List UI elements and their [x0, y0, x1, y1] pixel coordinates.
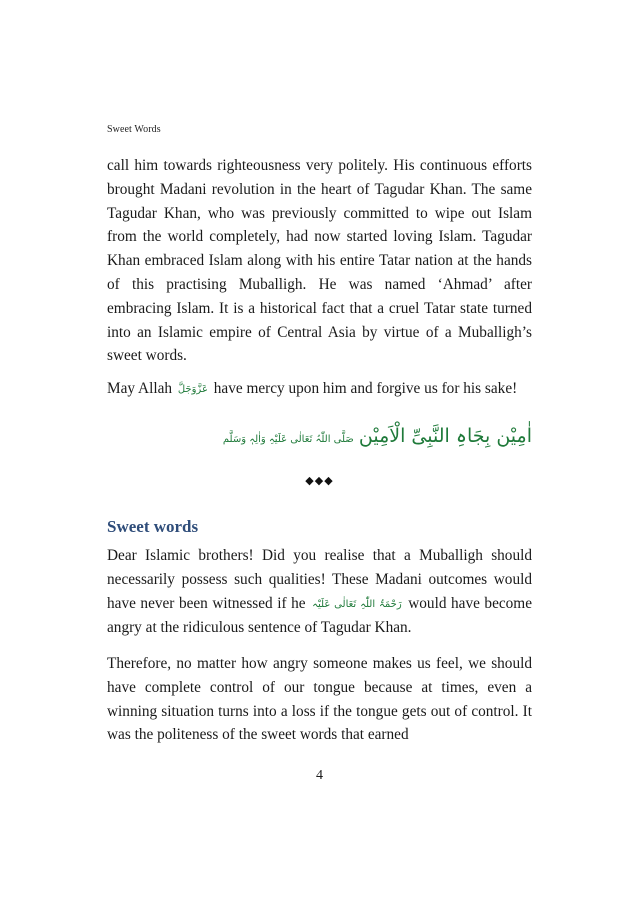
paragraph-3	[107, 544, 532, 640]
paragraph-1: call him towards righteousness very politely. His continuous efforts brought Madani revolution in the heart of Tagudar Khan. The same Tagudar Khan, who was previously committed to wipe out Islam from the world completely, had now started loving Islam. Tagudar Khan embraced Islam along with his entire Tatar nation at the hands of this practising Muballigh. He was named ‘Ahmad’ after embracing Islam. It is a historical fact that a cruel Tatar state turned into an Islamic empire of Central Asia by virtue of a Muballigh’s sweet words.	[107, 157, 532, 365]
dua-salutation: صَلَّی اللّٰہُ تَعَالٰی عَلَیْہِ وَاٰلِہٖ وَسَلَّم	[222, 434, 354, 445]
page-number: 4	[316, 768, 323, 783]
paragraph-2-after: have mercy upon him and forgive us for his sake!	[213, 380, 518, 397]
dua-main-text: اٰمِیْن بِجَاہِ النَّبِیِّ الْاَمِیْن	[358, 425, 532, 447]
paragraph-4: Therefore, no matter how angry someone makes us feel, we should have complete control of our tongue because at times, even a winning situation turns into a loss if the tongue gets out of control. It was the politeness of the sweet words that earned	[107, 655, 532, 744]
paragraph-2	[107, 377, 532, 402]
arabic-dua	[107, 425, 532, 447]
arabic-honorific-rahmatullah: رَحْمَۃُ اللّٰہِ تَعَالٰی عَلَیْہ	[312, 598, 402, 610]
paragraph-3-before: Dear Islamic brothers! Did you realise that a Muballigh should necessarily possess such qualities! These Madani outcomes would have never been witnessed if he	[107, 547, 532, 612]
paragraph-3-after: would have become angry at the ridiculous sentence of Tagudar Khan.	[107, 594, 532, 637]
running-head: Sweet Words	[107, 124, 161, 135]
arabic-honorific-azza-wa-jalla: عَزَّوَجَلَّ	[177, 384, 208, 395]
section-separator: ◆◆◆	[305, 474, 334, 487]
section-heading: Sweet words	[107, 517, 199, 536]
paragraph-2-before: May Allah	[107, 380, 173, 397]
